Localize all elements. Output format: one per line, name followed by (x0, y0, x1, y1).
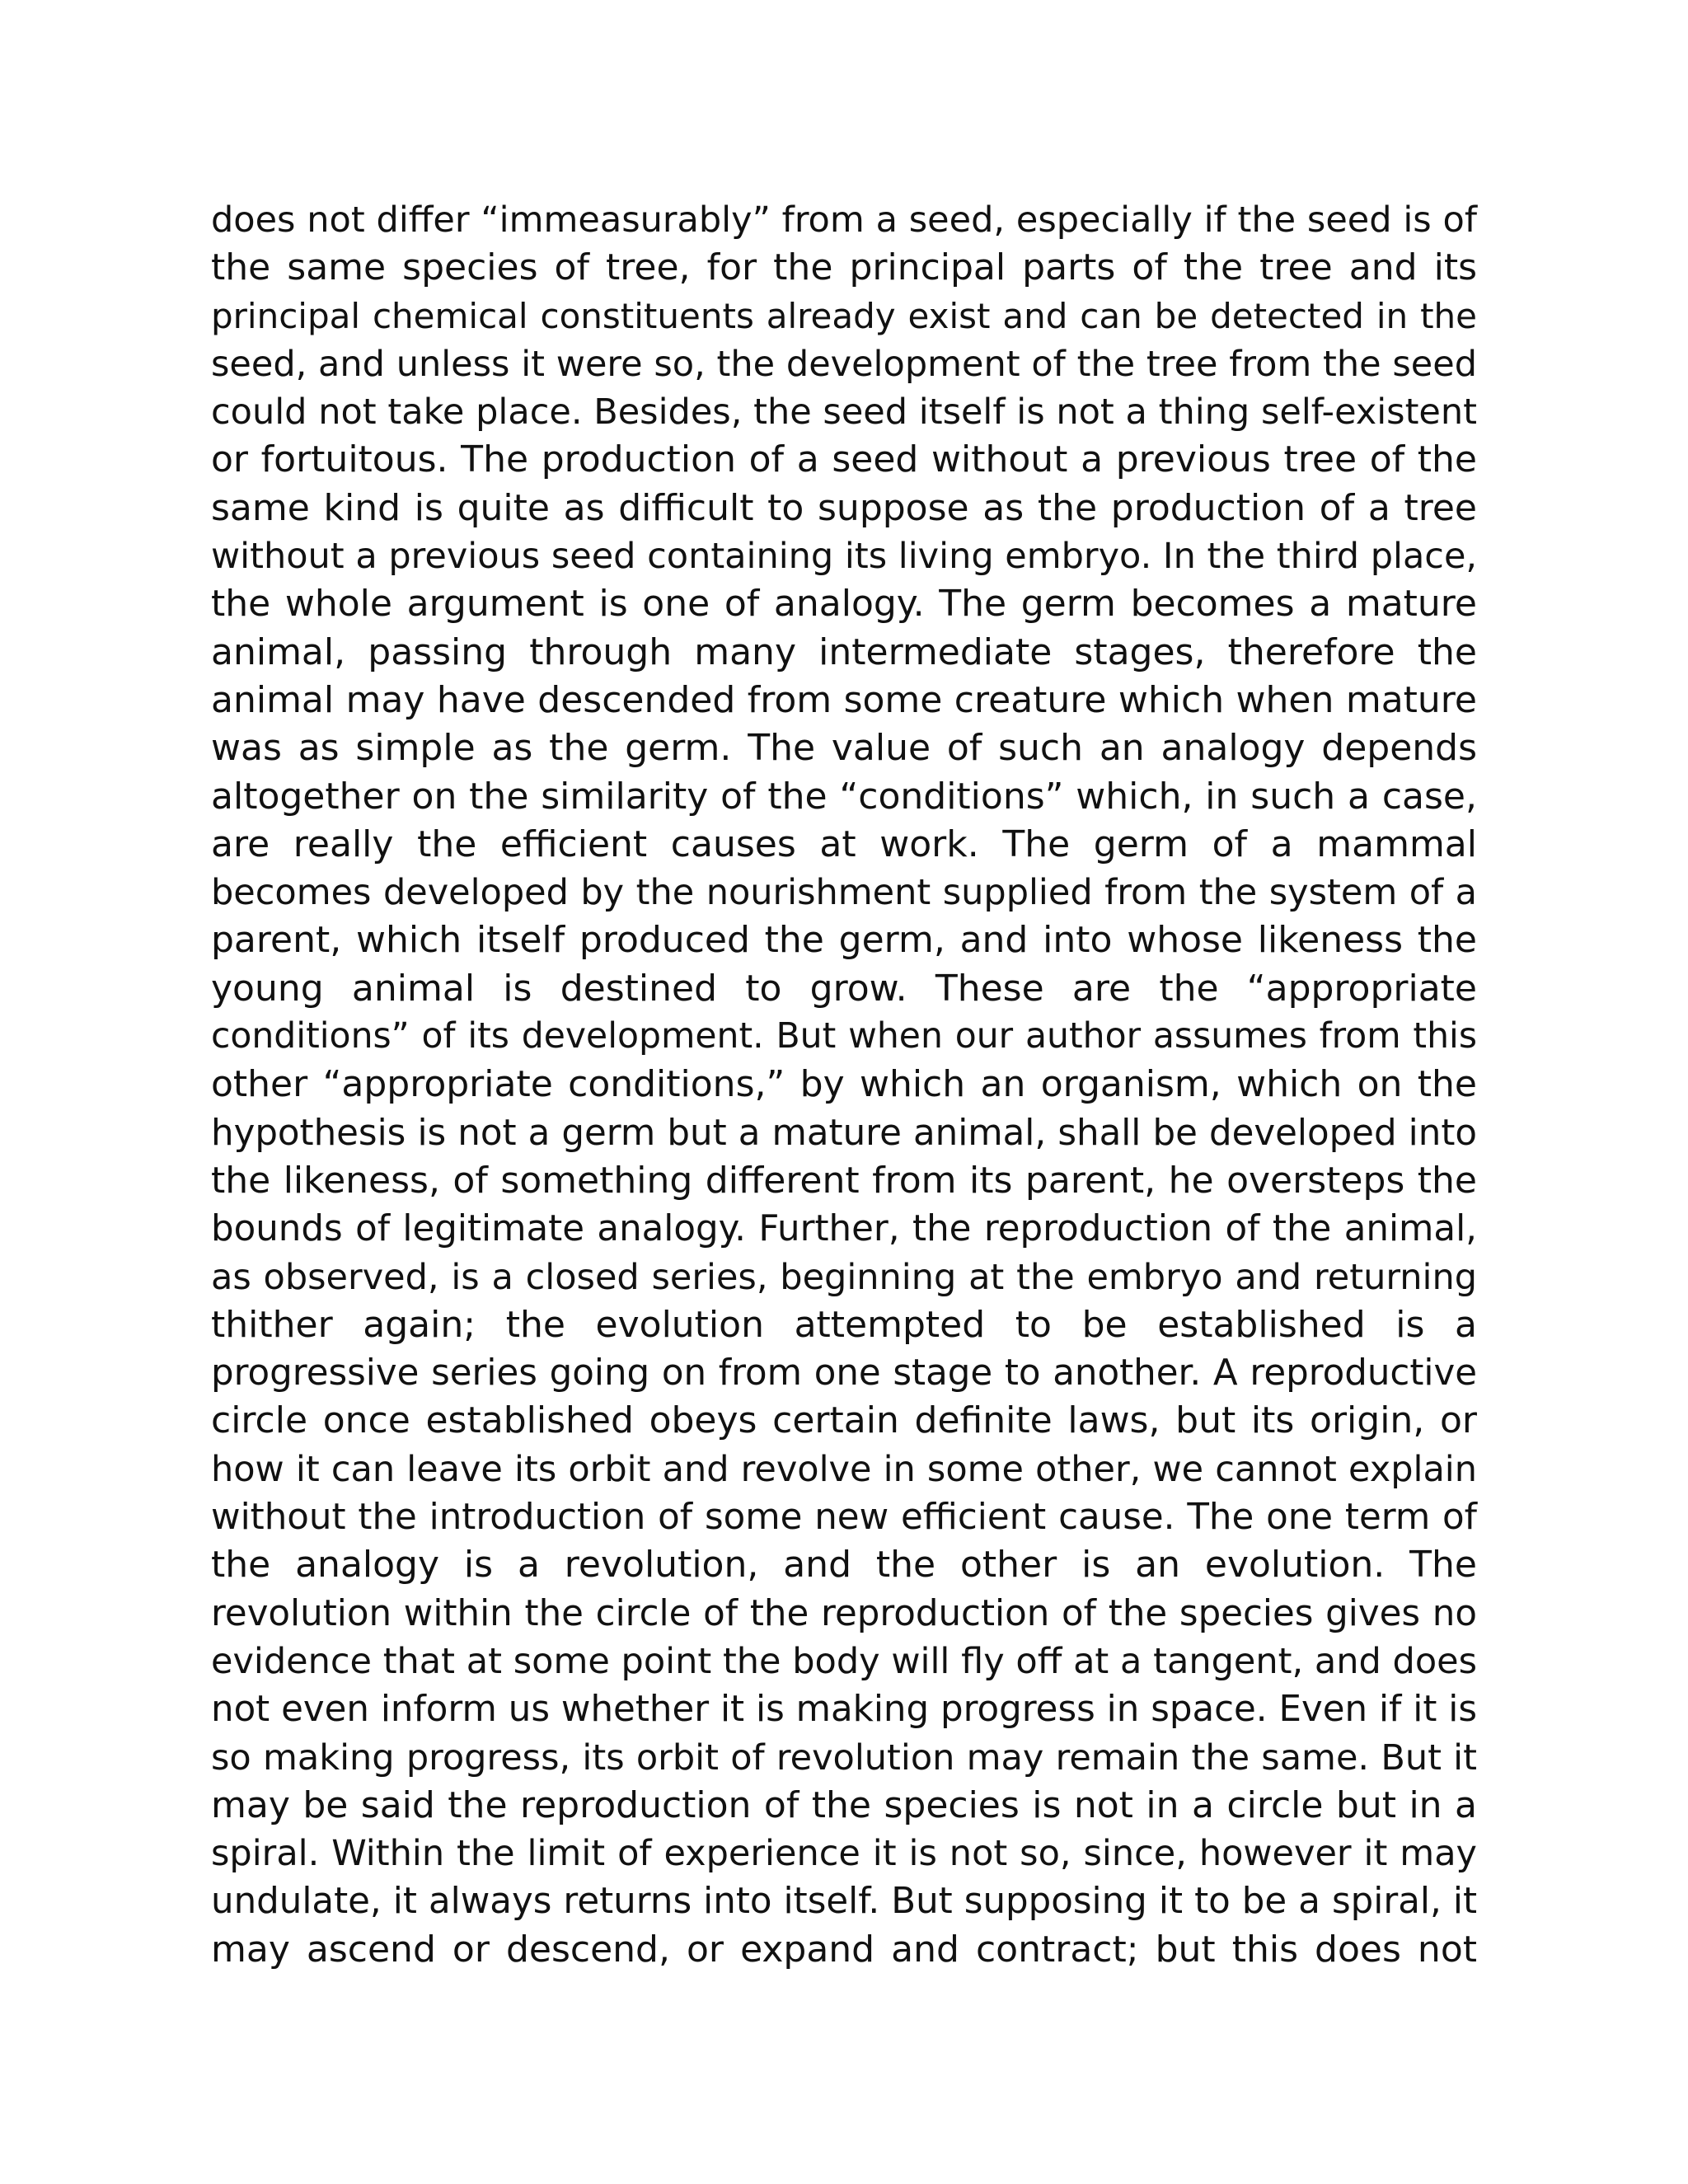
text-line: becomes developed by the nourishment supplied from the system of a (211, 872, 1477, 914)
text-line: may be said the reproduction of the species is not in a circle but in a (211, 1783, 1477, 1826)
text-line: spiral. Within the limit of experience it is not so, since, however it may (211, 1833, 1477, 1875)
text-line: so making progress, its orbit of revolution may remain the same. But it (211, 1736, 1477, 1779)
text-line: animal, passing through many intermediate stages, therefore the (211, 630, 1477, 673)
text-line: or fortuitous. The production of a seed without a previous tree of the (211, 438, 1477, 481)
text-line: as observed, is a closed series, beginning at the embryo and returning (211, 1256, 1477, 1298)
text-line: the whole argument is one of analogy. The germ becomes a mature (211, 583, 1477, 626)
text-line: seed, and unless it were so, the development of the tree from the seed (211, 343, 1477, 385)
text-line: does not differ “immeasurably” from a seed, especially if the seed is of (211, 199, 1477, 241)
body-text (211, 196, 1477, 1974)
text-line: the likeness, of something different from its parent, he oversteps the (211, 1159, 1477, 1202)
text-line: other “appropriate conditions,” by which an organism, which on the (211, 1063, 1477, 1106)
text-line: may ascend or descend, or expand and contract; but this does not (211, 1928, 1477, 1971)
text-line: the analogy is a revolution, and the other is an evolution. The (211, 1544, 1477, 1586)
text-line: without the introduction of some new efficient cause. The one term of (211, 1497, 1477, 1539)
text-line: progressive series going on from one stage to another. A reproductive (211, 1352, 1477, 1394)
text-line: principal chemical constituents already exist and can be detected in the (211, 295, 1477, 336)
text-line: was as simple as the germ. The value of such an analogy depends (211, 727, 1477, 770)
text-line: evidence that at some point the body will fly off at a tangent, and does (211, 1640, 1477, 1682)
text-line: not even inform us whether it is making progress in space. Even if it is (211, 1689, 1477, 1731)
text-line: circle once established obeys certain definite laws, but its origin, or (211, 1399, 1477, 1442)
text-line: young animal is destined to grow. These are the “appropriate (211, 967, 1477, 1010)
text-line: thither again; the evolution attempted to be established is a (211, 1303, 1477, 1346)
text-line: undulate, it always returns into itself. But supposing it to be a spiral, it (211, 1881, 1477, 1923)
text-line: animal may have descended from some creature which when mature (211, 678, 1477, 721)
text-line: without a previous seed containing its living embryo. In the third place, (211, 536, 1478, 578)
text-line: parent, which itself produced the germ, and into whose likeness the (211, 919, 1477, 962)
text-line: revolution within the circle of the reproduction of the species gives no (211, 1592, 1477, 1634)
text-line: conditions” of its development. But when our author assumes from this (211, 1016, 1477, 1057)
text-line: are really the efficient causes at work. The germ of a mammal (211, 823, 1477, 865)
text-line: altogether on the similarity of the “conditions” which, in such a case, (211, 775, 1477, 818)
text-line: how it can leave its orbit and revolve in some other, we cannot explain (211, 1448, 1477, 1490)
text-line: bounds of legitimate analogy. Further, the reproduction of the animal, (211, 1208, 1477, 1250)
text-line: hypothesis is not a germ but a mature animal, shall be developed into (211, 1112, 1477, 1154)
text-line: could not take place. Besides, the seed itself is not a thing self-existent (211, 391, 1477, 434)
text-line: the same species of tree, for the principal parts of the tree and its (211, 246, 1477, 289)
text-line: same kind is quite as difficult to suppose as the production of a tree (211, 486, 1477, 529)
